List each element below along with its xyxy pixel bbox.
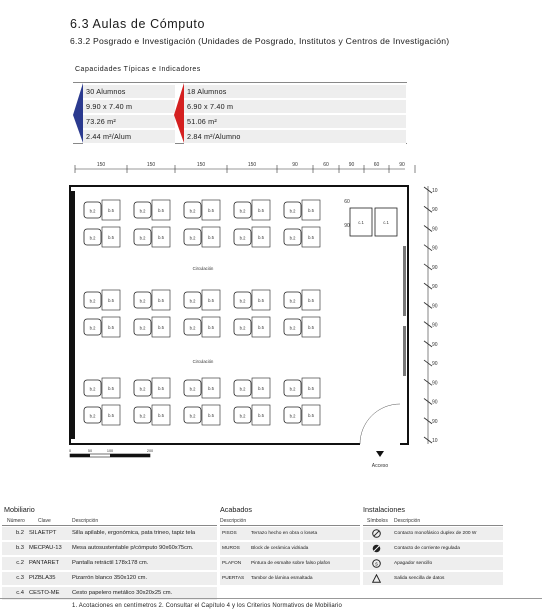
dimension-label: 90: [432, 341, 438, 348]
chair-label: b.2: [239, 325, 246, 331]
dimension-label: 90: [432, 399, 438, 406]
acabados-key: PUERTAS: [222, 576, 245, 581]
desk-label: b.5: [208, 413, 214, 418]
acabados-key: PLAFON: [222, 561, 242, 566]
dimension-label: 10: [432, 438, 438, 444]
instalaciones-row: [363, 542, 503, 555]
mobiliario-clave: SILAETPT: [29, 530, 57, 536]
acabados-row: [220, 572, 360, 585]
instalaciones-heading: Instalaciones: [363, 505, 405, 514]
desk-label: b.5: [308, 325, 314, 330]
chair-label: b.2: [289, 325, 296, 331]
desk-label: b.5: [158, 298, 164, 303]
desk-label: b.5: [258, 235, 264, 240]
desk-label: b.5: [208, 208, 214, 213]
teacher-desk-label: c.1: [358, 220, 364, 225]
chair-label: b.2: [139, 325, 146, 331]
dimension-label: 90: [432, 361, 438, 368]
chair-label: b.2: [239, 298, 246, 304]
dimension-label: 90: [432, 418, 438, 425]
mobiliario-row: [2, 527, 217, 540]
chair-label: b.2: [239, 413, 246, 419]
chair-label: b.2: [89, 386, 96, 392]
desk-label: b.5: [158, 325, 164, 330]
scale-label: 50: [87, 449, 93, 453]
mobiliario-description: Cesto papelero metálico 30x20x25 cm.: [72, 590, 173, 596]
instalaciones-row: [363, 527, 503, 540]
instalaciones-row: [363, 572, 503, 585]
dimension-label: 150: [96, 162, 106, 168]
acabados-key: MUROS: [222, 546, 240, 551]
acabados-value: Tambor de lámina esmaltada: [251, 576, 313, 581]
desk-label: b.5: [208, 325, 214, 330]
mobiliario-number: c.3: [16, 575, 24, 581]
chair-label: b.2: [289, 413, 296, 419]
mobiliario-number: b.2: [15, 530, 24, 536]
dimension-label: 150: [247, 162, 257, 168]
mobiliario-clave: PIZBLA35: [29, 575, 56, 581]
desk-label: b.5: [158, 386, 164, 391]
blue-indicator-icon: [73, 83, 83, 143]
dimension-label: 90: [432, 226, 438, 233]
dimension-label: 90: [432, 207, 438, 214]
acabados-key: PISOS: [222, 531, 237, 536]
chair-label: b.2: [189, 208, 196, 214]
mobiliario-clave: CESTO-ME: [29, 590, 60, 596]
chair-label: b.2: [239, 235, 246, 241]
acabados-value: Terrazo hecho en obra o loseta: [251, 531, 318, 536]
page-title: 6.3 Aulas de Cómputo: [70, 17, 205, 31]
desk-label: b.5: [308, 386, 314, 391]
chair-label: b.2: [89, 325, 96, 331]
acabados-col-descripcion: Descripción: [220, 518, 247, 524]
desk-label: b.5: [108, 208, 114, 213]
mobiliario-row: [2, 557, 217, 570]
chair-label: b.2: [189, 235, 196, 241]
desk-label: b.5: [208, 235, 214, 240]
mobiliario-col-clave: Clave: [38, 518, 51, 524]
capacity-right-dimensions: 6.90 x 7.40 m: [184, 100, 406, 114]
chair-label: b.2: [189, 386, 196, 392]
screen: [403, 246, 406, 316]
chair-label: b.2: [239, 386, 246, 392]
floor-plan: [60, 155, 450, 475]
acabados-value: Block de cerámica vidriada: [251, 546, 309, 551]
mobiliario-description: Silla apilable, ergonómica, pata trineo, tapiz tela: [72, 530, 196, 536]
desk-label: b.5: [158, 235, 164, 240]
scale-label: 100: [106, 449, 114, 453]
capacity-left-ratio: 2.44 m²/Alum: [83, 130, 175, 144]
scale-label: 0: [68, 449, 72, 453]
desk-label: b.5: [108, 235, 114, 240]
dimension-label: 90: [344, 223, 350, 229]
divider: [2, 525, 217, 526]
desk-label: b.5: [108, 298, 114, 303]
chair-label: b.2: [189, 298, 196, 304]
desk-label: b.5: [258, 325, 264, 330]
dimension-label: 150: [146, 162, 156, 168]
capacity-left-area: 73.26 m²: [83, 115, 175, 129]
chair-label: b.2: [289, 386, 296, 392]
mobiliario-col-descripcion: Descripción: [72, 518, 99, 524]
desk-label: b.5: [108, 413, 114, 418]
capacity-left-dimensions: 9.90 x 7.40 m: [83, 100, 175, 114]
mobiliario-clave: PANTARET: [29, 560, 60, 566]
chair-label: b.2: [139, 413, 146, 419]
chair-label: b.2: [189, 413, 196, 419]
chair-label: b.2: [239, 208, 246, 214]
chair-label: b.2: [139, 235, 146, 241]
data-outlet-icon: [372, 574, 381, 583]
floor-plan-drawing: [60, 155, 450, 475]
mobiliario-col-numero: Número: [7, 518, 25, 524]
acabados-row: [220, 557, 360, 570]
chair-label: b.2: [139, 386, 146, 392]
dimension-label: 90: [432, 380, 438, 387]
aisle-label: Circulación: [192, 266, 214, 271]
red-indicator-icon: [174, 83, 184, 143]
desk-label: b.5: [158, 413, 164, 418]
capacity-left-students: 30 Alumnos: [83, 85, 175, 99]
chair-label: b.2: [289, 235, 296, 241]
instalaciones-col-simbolos: Símbolos: [367, 518, 388, 524]
chair-label: b.2: [289, 208, 296, 214]
mobiliario-row: [2, 542, 217, 555]
page-subtitle: 6.3.2 Posgrado e Investigación (Unidades de Posgrado, Institutos y Centros de Investigación): [70, 36, 450, 46]
dimension-label: 90: [292, 162, 298, 168]
capacity-right-area: 51.06 m²: [184, 115, 406, 129]
mobiliario-row: [2, 572, 217, 585]
duplex-outlet-icon: [372, 529, 381, 538]
desk-label: b.5: [308, 298, 314, 303]
mobiliario-number: b.3: [15, 545, 24, 551]
scale-label: 200: [146, 449, 154, 453]
mobiliario-clave: MECPAU-13: [29, 545, 62, 551]
mobiliario-description: Mesa autosustentable p/cómputo 90x60x75cm.: [72, 545, 194, 551]
acabados-row: [220, 527, 360, 540]
desk-label: b.5: [308, 413, 314, 418]
chair-label: b.2: [89, 208, 96, 214]
dimension-label: 10: [432, 188, 438, 194]
capacities-panel: [73, 82, 407, 144]
scale-bar-segment: [70, 454, 90, 457]
dimension-label: 150: [196, 162, 206, 168]
chair-label: b.2: [89, 235, 96, 241]
desk-label: b.5: [258, 208, 264, 213]
footer-note: 1. Acotaciones en centímetros 2. Consultar el Capítulo 4 y los Criterios Normativos de Mobiliario: [72, 603, 342, 609]
acabados-heading: Acabados: [220, 505, 252, 514]
acabados-row: [220, 542, 360, 555]
desk-label: b.5: [108, 325, 114, 330]
desk-label: b.5: [258, 298, 264, 303]
whiteboard: [70, 191, 75, 439]
access-label: Acceso: [371, 463, 389, 469]
chair-label: b.2: [89, 413, 96, 419]
chair-label: b.2: [89, 298, 96, 304]
dimension-label: 90: [432, 322, 438, 329]
chair-label: b.2: [189, 325, 196, 331]
instalaciones-description: Apagador sencillo: [394, 561, 433, 566]
mobiliario-description: Pizarrón blanco 350x120 cm.: [72, 575, 148, 581]
desk-label: b.5: [108, 386, 114, 391]
desk-label: b.5: [208, 386, 214, 391]
dimension-label: 90: [432, 303, 438, 310]
desk-label: b.5: [208, 298, 214, 303]
instalaciones-row: [363, 557, 503, 570]
capacity-right-students: 18 Alumnos: [184, 85, 406, 99]
dimension-label: 60: [323, 162, 329, 168]
desk-label: b.5: [308, 208, 314, 213]
mobiliario-number: c.4: [16, 590, 24, 596]
door-swing: [360, 404, 400, 444]
dimension-label: 90: [399, 162, 405, 168]
aisle-label: Circulación: [192, 359, 214, 364]
capacities-heading: Capacidades Típicas e Indicadores: [75, 66, 201, 73]
scale-bar-segment: [110, 454, 150, 457]
dimension-label: 90: [432, 284, 438, 291]
mobiliario-description: Pantalla retráctil 178x178 cm.: [72, 560, 149, 566]
mobiliario-heading: Mobiliario: [4, 505, 35, 514]
access-arrow-icon: [376, 451, 384, 457]
divider: [0, 598, 542, 599]
dimension-label: 90: [432, 245, 438, 252]
chair-label: b.2: [139, 208, 146, 214]
desk-label: b.5: [308, 235, 314, 240]
desk-label: b.5: [258, 386, 264, 391]
desk-label: b.5: [158, 208, 164, 213]
dimension-label: 60: [373, 162, 380, 168]
instalaciones-col-descripcion: Descripción: [394, 518, 421, 524]
switch-icon: [372, 559, 381, 568]
dimension-label: 60: [344, 199, 350, 205]
mobiliario-number: c.2: [16, 560, 24, 566]
dimension-label: 90: [348, 162, 355, 168]
divider: [363, 525, 503, 526]
instalaciones-description: Salida sencilla de datos: [394, 576, 445, 581]
acabados-value: Pintura de esmalte sobre falso plafon: [251, 561, 331, 566]
regulated-outlet-icon: [372, 544, 381, 553]
teacher-desk-label: c.1: [383, 220, 389, 225]
instalaciones-description: Contacto monofásico duplex de 200 W: [394, 531, 477, 536]
capacity-right-ratio: 2.84 m²/Alumno: [184, 130, 406, 144]
chair-label: b.2: [139, 298, 146, 304]
chair-label: b.2: [289, 298, 296, 304]
svg-text:s: s: [375, 561, 378, 568]
desk-label: b.5: [258, 413, 264, 418]
dimension-label: 90: [432, 264, 438, 271]
screen: [403, 326, 406, 376]
divider: [220, 525, 360, 526]
instalaciones-description: Contacto de corriente regulada: [394, 546, 460, 551]
